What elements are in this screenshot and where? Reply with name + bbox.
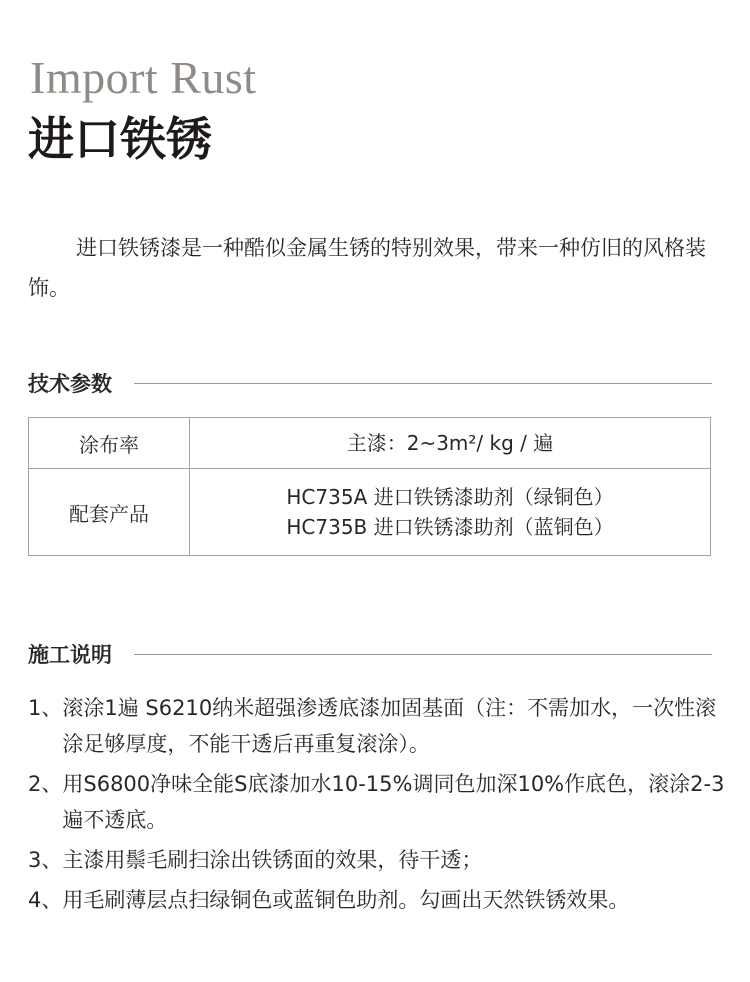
list-item	[28, 842, 728, 878]
step-text: 用S6800净味全能S底漆加水10-15%调同色加深10%作底色，滚涂2-3遍不透底。	[62, 772, 725, 832]
step-text: 滚涂1遍 S6210纳米超强渗透底漆加固基面（注：不需加水，一次性滚涂足够厚度，不能干透后再重复滚涂）。	[62, 696, 717, 756]
table-row	[29, 469, 711, 556]
step-text: 用毛刷薄层点扫绿铜色或蓝铜色助剂。勾画出天然铁锈效果。	[62, 888, 630, 912]
step-number: 2、	[28, 772, 63, 796]
coverage-value: 主漆：2~3m²/ kg / 遍	[346, 431, 554, 455]
divider-line	[134, 654, 712, 655]
table-value-products	[190, 469, 711, 556]
table-value-coverage	[190, 418, 711, 469]
product-line-a: HC735A 进口铁锈漆助剂（绿铜色）	[286, 485, 614, 509]
title-english: Import Rust	[30, 52, 257, 103]
table-key-products: 配套产品	[29, 469, 190, 556]
instructions-list	[28, 690, 728, 922]
instructions-heading	[28, 637, 712, 671]
list-item	[28, 766, 728, 838]
step-number: 3、	[28, 848, 63, 872]
tech-params-label: 技术参数	[28, 372, 112, 396]
list-item	[28, 882, 728, 918]
step-text: 主漆用鬃毛刷扫涂出铁锈面的效果，待干透；	[62, 848, 483, 872]
step-number: 4、	[28, 888, 63, 912]
table-key-coverage: 涂布率	[29, 418, 190, 469]
tech-params-heading	[28, 366, 712, 400]
instructions-label: 施工说明	[28, 643, 112, 667]
intro-paragraph: 进口铁锈漆是一种酷似金属生锈的特别效果，带来一种仿旧的风格装饰。	[28, 236, 706, 300]
tech-params-table	[28, 417, 711, 556]
title-chinese: 进口铁锈	[28, 112, 212, 166]
table-row	[29, 418, 711, 469]
product-line-b: HC735B 进口铁锈漆助剂（蓝铜色）	[286, 515, 614, 539]
step-number: 1、	[28, 696, 63, 720]
divider-line	[134, 383, 712, 384]
list-item	[28, 690, 728, 762]
